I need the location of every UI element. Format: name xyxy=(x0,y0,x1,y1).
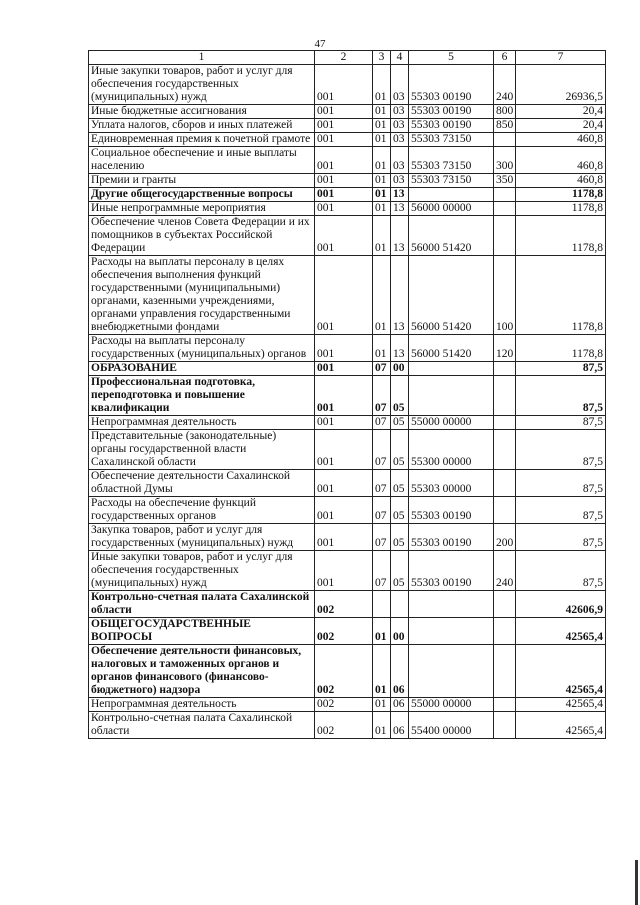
table-row xyxy=(89,712,606,739)
section-cell: 01 xyxy=(373,618,391,645)
name-cell: Обеспечение деятельности Сахалинской областной Думы xyxy=(89,470,315,497)
subsection-cell: 06 xyxy=(391,645,409,698)
subsection-cell: 03 xyxy=(391,119,409,133)
chapter-cell: 001 xyxy=(315,65,373,105)
amount-cell: 20,4 xyxy=(516,119,606,133)
chapter-cell: 002 xyxy=(315,591,373,618)
target-cell: 56000 51420 xyxy=(409,335,494,362)
chapter-cell: 001 xyxy=(315,524,373,551)
amount-cell: 460,8 xyxy=(516,174,606,188)
name-cell: Иные закупки товаров, работ и услуг для обеспечения государственных (муниципальных) нужд xyxy=(89,551,315,591)
section-cell: 01 xyxy=(373,147,391,174)
target-cell xyxy=(409,645,494,698)
expense-type-cell xyxy=(494,591,516,618)
name-cell: Непрограммная деятельность xyxy=(89,698,315,712)
chapter-cell: 001 xyxy=(315,105,373,119)
amount-cell: 20,4 xyxy=(516,105,606,119)
amount-cell: 87,5 xyxy=(516,362,606,376)
header-col-2: 2 xyxy=(315,51,373,65)
table-row xyxy=(89,470,606,497)
target-cell: 55303 00190 xyxy=(409,524,494,551)
amount-cell: 1178,8 xyxy=(516,216,606,256)
subsection-cell: 05 xyxy=(391,416,409,430)
target-cell: 55303 00190 xyxy=(409,551,494,591)
target-cell: 55303 00000 xyxy=(409,470,494,497)
subsection-cell: 03 xyxy=(391,65,409,105)
amount-cell: 460,8 xyxy=(516,133,606,147)
amount-cell: 42606,9 xyxy=(516,591,606,618)
subsection-cell: 13 xyxy=(391,335,409,362)
table-row xyxy=(89,133,606,147)
target-cell xyxy=(409,618,494,645)
name-cell: Расходы на обеспечение функций государственных органов xyxy=(89,497,315,524)
subsection-cell: 03 xyxy=(391,105,409,119)
section-cell: 01 xyxy=(373,712,391,739)
table-row xyxy=(89,551,606,591)
subsection-cell: 13 xyxy=(391,188,409,202)
subsection-cell: 05 xyxy=(391,470,409,497)
target-cell: 55303 73150 xyxy=(409,133,494,147)
target-cell xyxy=(409,188,494,202)
chapter-cell: 001 xyxy=(315,335,373,362)
table-row xyxy=(89,698,606,712)
section-cell: 01 xyxy=(373,202,391,216)
expense-type-cell xyxy=(494,430,516,470)
name-cell: Контрольно-счетная палата Сахалинской области xyxy=(89,591,315,618)
expense-type-cell xyxy=(494,416,516,430)
chapter-cell: 001 xyxy=(315,497,373,524)
chapter-cell: 001 xyxy=(315,256,373,335)
table-row xyxy=(89,645,606,698)
expense-type-cell: 240 xyxy=(494,65,516,105)
section-cell: 07 xyxy=(373,551,391,591)
name-cell: Социальное обеспечение и иные выплаты населению xyxy=(89,147,315,174)
table-row xyxy=(89,362,606,376)
target-cell xyxy=(409,376,494,416)
table-row xyxy=(89,147,606,174)
subsection-cell: 05 xyxy=(391,551,409,591)
chapter-cell: 001 xyxy=(315,174,373,188)
subsection-cell xyxy=(391,591,409,618)
target-cell: 55000 00000 xyxy=(409,698,494,712)
amount-cell: 42565,4 xyxy=(516,618,606,645)
amount-cell: 87,5 xyxy=(516,430,606,470)
target-cell: 55303 73150 xyxy=(409,147,494,174)
chapter-cell: 001 xyxy=(315,416,373,430)
chapter-cell: 001 xyxy=(315,376,373,416)
target-cell: 56000 51420 xyxy=(409,256,494,335)
target-cell: 55303 73150 xyxy=(409,174,494,188)
chapter-cell: 001 xyxy=(315,216,373,256)
target-cell: 56000 51420 xyxy=(409,216,494,256)
name-cell: Профессиональная подготовка, переподготовка и повышение квалификации xyxy=(89,376,315,416)
amount-cell: 1178,8 xyxy=(516,202,606,216)
subsection-cell: 13 xyxy=(391,216,409,256)
subsection-cell: 13 xyxy=(391,256,409,335)
expense-type-cell xyxy=(494,202,516,216)
section-cell: 01 xyxy=(373,174,391,188)
header-col-4: 4 xyxy=(391,51,409,65)
table-row xyxy=(89,591,606,618)
subsection-cell: 05 xyxy=(391,497,409,524)
section-cell: 07 xyxy=(373,430,391,470)
table-row xyxy=(89,174,606,188)
section-cell: 01 xyxy=(373,133,391,147)
amount-cell: 42565,4 xyxy=(516,712,606,739)
name-cell: Закупка товаров, работ и услуг для государственных (муниципальных) нужд xyxy=(89,524,315,551)
table-row xyxy=(89,376,606,416)
chapter-cell: 001 xyxy=(315,133,373,147)
chapter-cell: 001 xyxy=(315,430,373,470)
subsection-cell: 00 xyxy=(391,618,409,645)
budget-table xyxy=(88,50,606,739)
scan-edge-mark xyxy=(635,860,638,905)
subsection-cell: 13 xyxy=(391,202,409,216)
subsection-cell: 03 xyxy=(391,133,409,147)
header-col-1: 1 xyxy=(89,51,315,65)
chapter-cell: 001 xyxy=(315,470,373,497)
amount-cell: 26936,5 xyxy=(516,65,606,105)
table-row xyxy=(89,202,606,216)
chapter-cell: 002 xyxy=(315,698,373,712)
target-cell xyxy=(409,591,494,618)
table-row xyxy=(89,497,606,524)
expense-type-cell: 350 xyxy=(494,174,516,188)
amount-cell: 87,5 xyxy=(516,470,606,497)
section-cell: 07 xyxy=(373,362,391,376)
amount-cell: 1178,8 xyxy=(516,256,606,335)
header-col-6: 6 xyxy=(494,51,516,65)
expense-type-cell xyxy=(494,618,516,645)
target-cell: 55303 00190 xyxy=(409,105,494,119)
name-cell: Расходы на выплаты персоналу государственных (муниципальных) органов xyxy=(89,335,315,362)
amount-cell: 42565,4 xyxy=(516,698,606,712)
expense-type-cell xyxy=(494,698,516,712)
amount-cell: 1178,8 xyxy=(516,335,606,362)
name-cell: Непрограммная деятельность xyxy=(89,416,315,430)
table-row xyxy=(89,216,606,256)
section-cell xyxy=(373,591,391,618)
chapter-cell: 002 xyxy=(315,645,373,698)
table-row xyxy=(89,524,606,551)
subsection-cell: 03 xyxy=(391,174,409,188)
name-cell: Контрольно-счетная палата Сахалинской области xyxy=(89,712,315,739)
section-cell: 07 xyxy=(373,524,391,551)
expense-type-cell xyxy=(494,497,516,524)
target-cell: 56000 00000 xyxy=(409,202,494,216)
section-cell: 01 xyxy=(373,188,391,202)
subsection-cell: 03 xyxy=(391,147,409,174)
amount-cell: 87,5 xyxy=(516,497,606,524)
table-row xyxy=(89,119,606,133)
name-cell: Обеспечение деятельности финансовых, налоговых и таможенных органов и органов финансового (финансово-бюджетного) надзора xyxy=(89,645,315,698)
expense-type-cell: 200 xyxy=(494,524,516,551)
section-cell: 01 xyxy=(373,645,391,698)
chapter-cell: 001 xyxy=(315,551,373,591)
chapter-cell: 002 xyxy=(315,712,373,739)
expense-type-cell xyxy=(494,133,516,147)
section-cell: 01 xyxy=(373,105,391,119)
amount-cell: 87,5 xyxy=(516,524,606,551)
subsection-cell: 05 xyxy=(391,376,409,416)
name-cell: Обеспечение членов Совета Федерации и их помощников в субъектах Российской Федерации xyxy=(89,216,315,256)
name-cell: Представительные (законодательные) органы государственной власти Сахалинской области xyxy=(89,430,315,470)
target-cell: 55000 00000 xyxy=(409,416,494,430)
name-cell: Премии и гранты xyxy=(89,174,315,188)
chapter-cell: 001 xyxy=(315,188,373,202)
chapter-cell: 001 xyxy=(315,147,373,174)
expense-type-cell xyxy=(494,216,516,256)
page-number: 47 xyxy=(314,38,326,50)
header-col-5: 5 xyxy=(409,51,494,65)
section-cell: 01 xyxy=(373,256,391,335)
amount-cell: 460,8 xyxy=(516,147,606,174)
subsection-cell: 05 xyxy=(391,524,409,551)
amount-cell: 87,5 xyxy=(516,376,606,416)
section-cell: 01 xyxy=(373,335,391,362)
name-cell: Иные закупки товаров, работ и услуг для обеспечения государственных (муниципальных) нужд xyxy=(89,65,315,105)
chapter-cell: 001 xyxy=(315,202,373,216)
name-cell: Иные непрограммные мероприятия xyxy=(89,202,315,216)
chapter-cell: 002 xyxy=(315,618,373,645)
table-row xyxy=(89,618,606,645)
section-cell: 01 xyxy=(373,119,391,133)
table-row xyxy=(89,416,606,430)
name-cell: Другие общегосударственные вопросы xyxy=(89,188,315,202)
name-cell: Уплата налогов, сборов и иных платежей xyxy=(89,119,315,133)
chapter-cell: 001 xyxy=(315,119,373,133)
section-cell: 07 xyxy=(373,376,391,416)
section-cell: 07 xyxy=(373,416,391,430)
amount-cell: 42565,4 xyxy=(516,645,606,698)
name-cell: ОБРАЗОВАНИЕ xyxy=(89,362,315,376)
expense-type-cell: 850 xyxy=(494,119,516,133)
section-cell: 07 xyxy=(373,497,391,524)
subsection-cell: 00 xyxy=(391,362,409,376)
name-cell: Иные бюджетные ассигнования xyxy=(89,105,315,119)
expense-type-cell: 240 xyxy=(494,551,516,591)
section-cell: 01 xyxy=(373,65,391,105)
table-row xyxy=(89,188,606,202)
amount-cell: 87,5 xyxy=(516,416,606,430)
header-col-7: 7 xyxy=(516,51,606,65)
subsection-cell: 06 xyxy=(391,698,409,712)
subsection-cell: 06 xyxy=(391,712,409,739)
expense-type-cell: 800 xyxy=(494,105,516,119)
subsection-cell: 05 xyxy=(391,430,409,470)
expense-type-cell xyxy=(494,362,516,376)
amount-cell: 87,5 xyxy=(516,551,606,591)
expense-type-cell xyxy=(494,376,516,416)
name-cell: ОБЩЕГОСУДАРСТВЕННЫЕ ВОПРОСЫ xyxy=(89,618,315,645)
header-row xyxy=(89,51,606,65)
target-cell: 55303 00190 xyxy=(409,119,494,133)
table-row xyxy=(89,65,606,105)
header-col-3: 3 xyxy=(373,51,391,65)
target-cell: 55303 00190 xyxy=(409,65,494,105)
expense-type-cell xyxy=(494,188,516,202)
expense-type-cell xyxy=(494,645,516,698)
expense-type-cell xyxy=(494,470,516,497)
target-cell: 55303 00190 xyxy=(409,497,494,524)
expense-type-cell xyxy=(494,712,516,739)
expense-type-cell: 300 xyxy=(494,147,516,174)
amount-cell: 1178,8 xyxy=(516,188,606,202)
table-row xyxy=(89,430,606,470)
target-cell xyxy=(409,362,494,376)
section-cell: 01 xyxy=(373,698,391,712)
name-cell: Единовременная премия к почетной грамоте xyxy=(89,133,315,147)
table-row xyxy=(89,105,606,119)
section-cell: 07 xyxy=(373,470,391,497)
name-cell: Расходы на выплаты персоналу в целях обеспечения выполнения функций государственными (муниципальными) органами, казенными учреждениями, органами управления государственными внебюджетными фондами xyxy=(89,256,315,335)
target-cell: 55400 00000 xyxy=(409,712,494,739)
chapter-cell: 001 xyxy=(315,362,373,376)
table-row xyxy=(89,256,606,335)
section-cell: 01 xyxy=(373,216,391,256)
expense-type-cell: 100 xyxy=(494,256,516,335)
table-row xyxy=(89,335,606,362)
expense-type-cell: 120 xyxy=(494,335,516,362)
target-cell: 55300 00000 xyxy=(409,430,494,470)
